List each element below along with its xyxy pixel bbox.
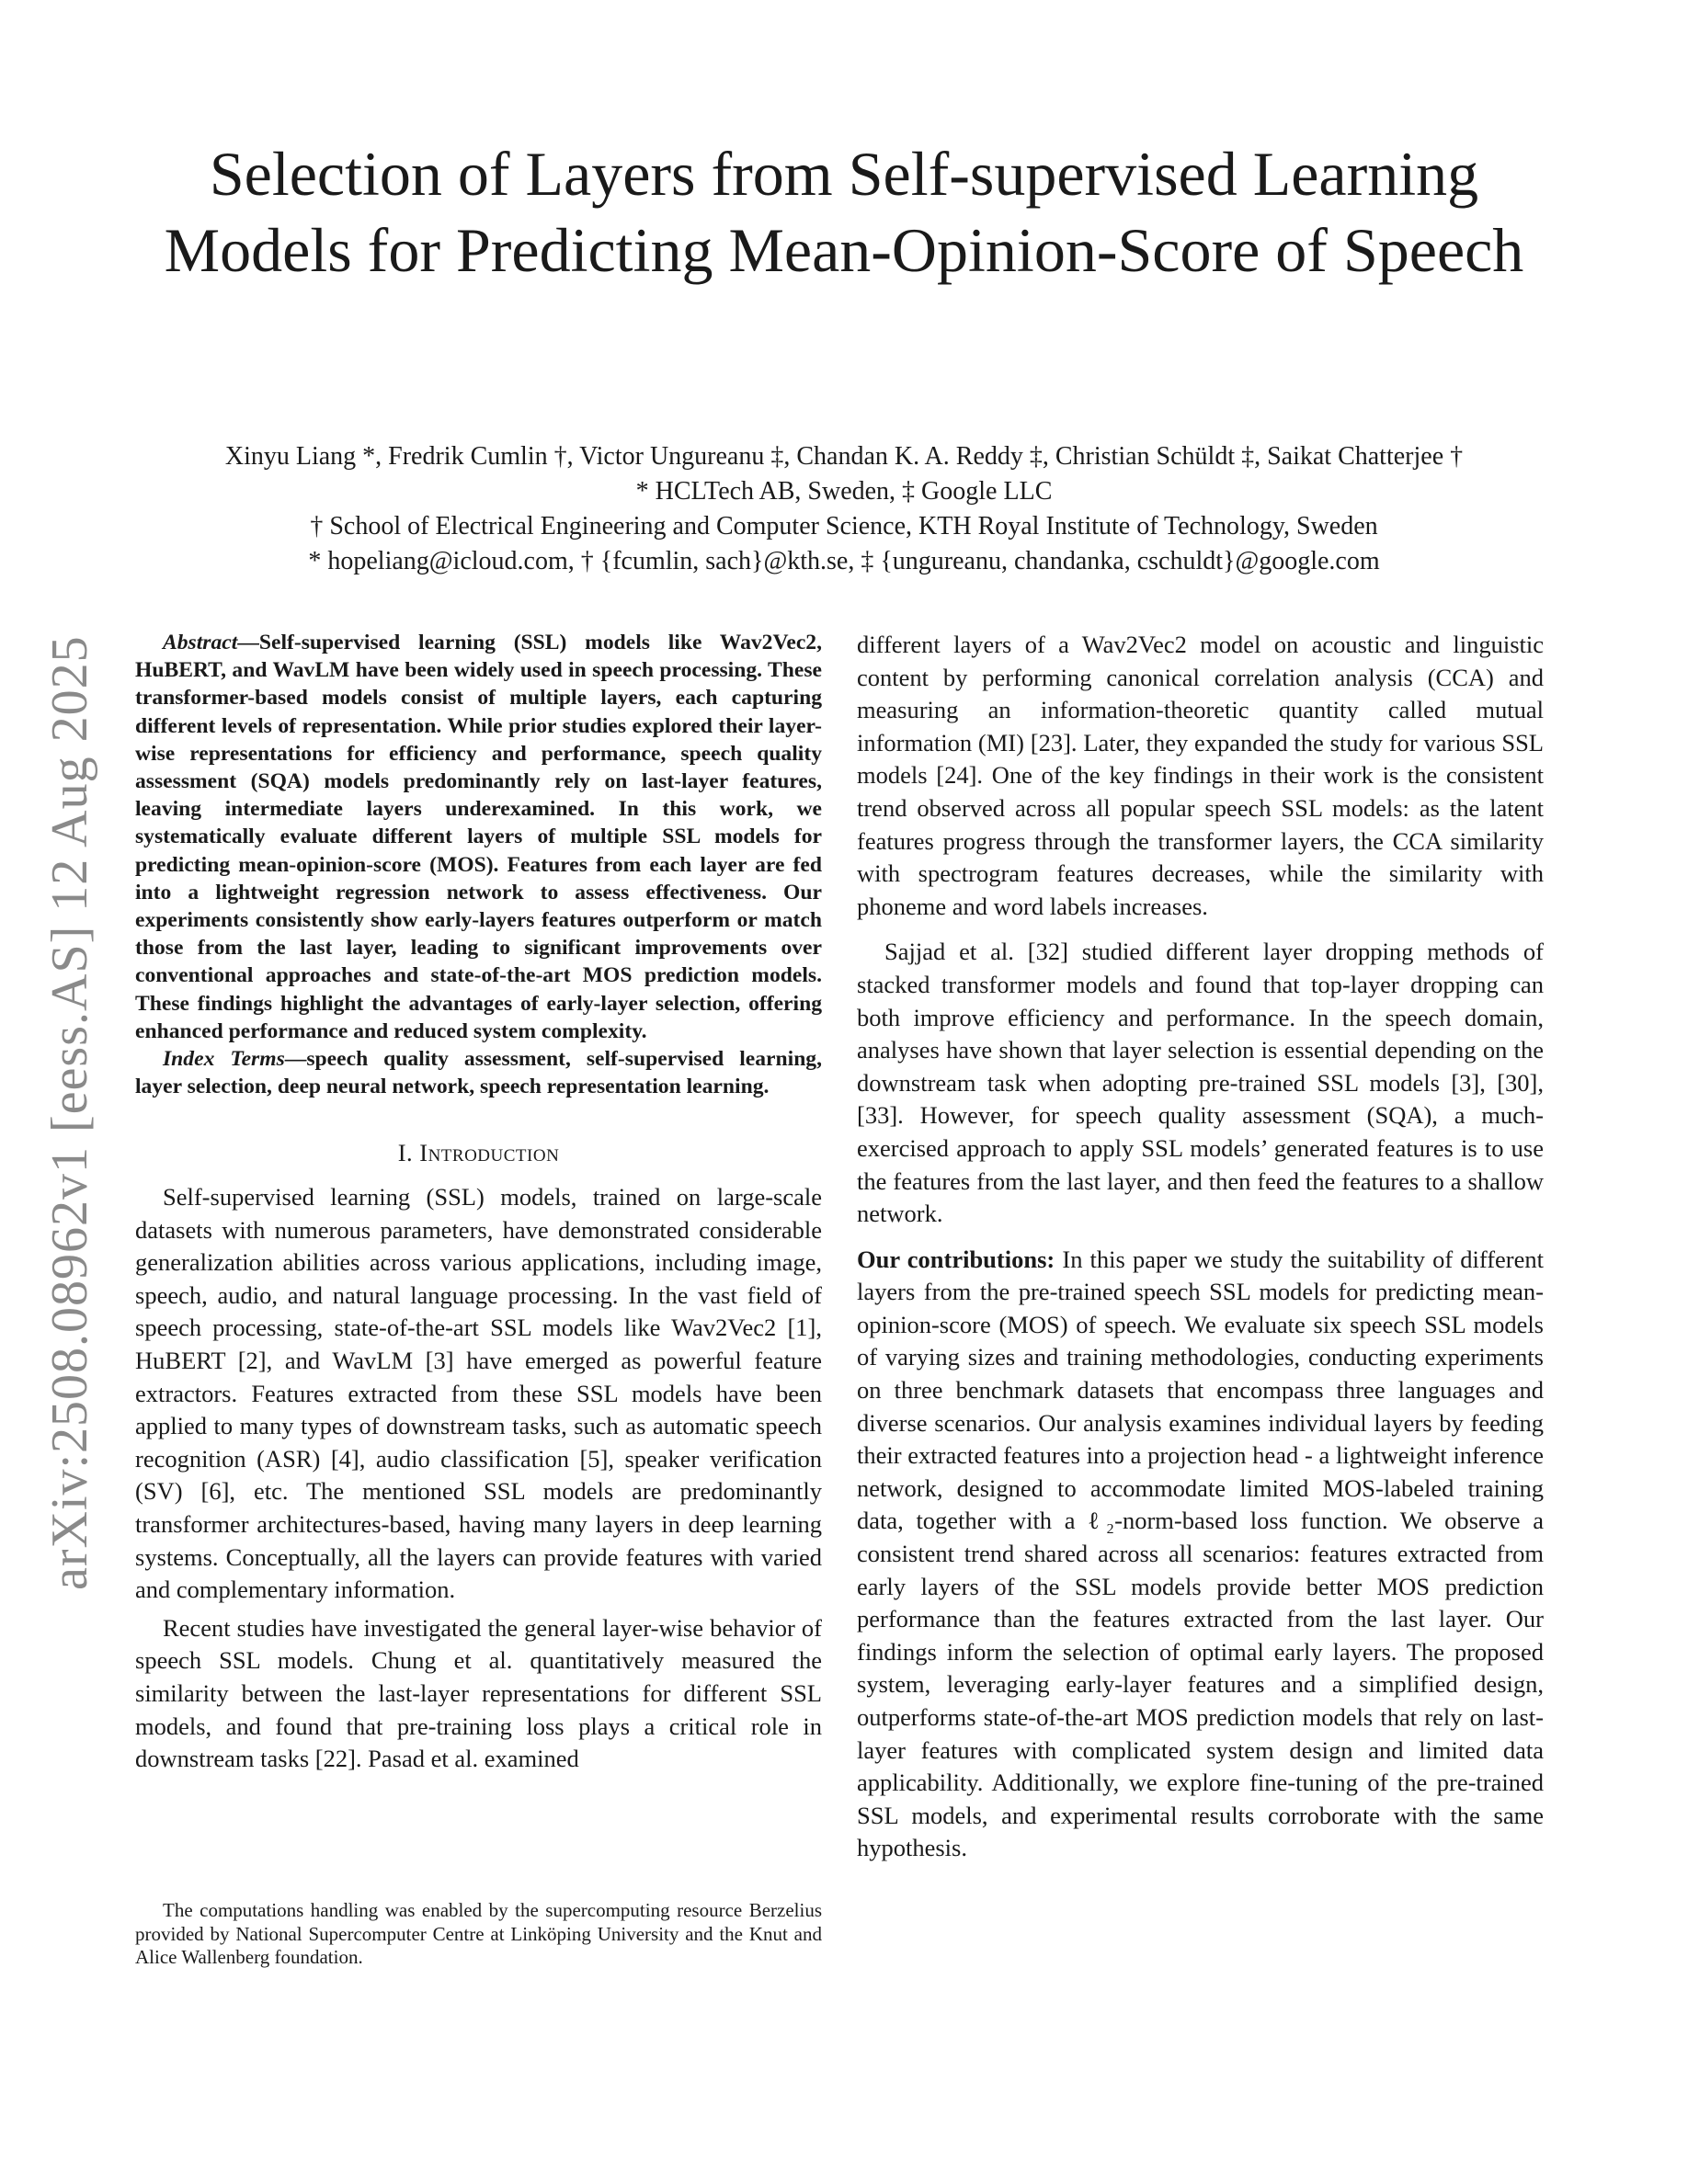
paper-title: Selection of Layers from Self-supervised Learning Models for Predicting Mean-Opinion-Score of Speech xyxy=(164,139,1524,285)
index-terms-text: —speech quality assessment, self-supervised learning, layer selection, deep neural network, speech representation learning. xyxy=(135,1047,823,1099)
author-names: Xinyu Liang *, Fredrik Cumlin †, Victor Ungureanu ‡, Chandan K. A. Reddy ‡, Christian Schüldt ‡, Saikat Chatterjee † xyxy=(224,442,1464,471)
affiliation-kth: † School of Electrical Engineering and Computer Science, KTH Royal Institute of Technology, Sweden xyxy=(310,512,1378,540)
footnote-acknowledgement: The computations handling was enabled by the supercomputing resource Berzelius provided by National Supercomputer Centre at Linköping University and the Knut and Alice Wallenberg foundation. xyxy=(135,1899,822,1968)
intro-paragraph-2: Recent studies have investigated the general layer-wise behavior of speech SSL models. Chung et al. quantitatively measured the similarity between the last-layer representations for different SSL models, and found that pre-training loss plays a critical role in downstream tasks [22]. Pasad et al. examined xyxy=(135,1613,822,1773)
left-column xyxy=(135,629,822,1776)
section-title: Introduction xyxy=(419,1139,560,1167)
abstract-label: Abstract xyxy=(163,631,238,654)
author-emails: * hopeliang@icloud.com, † {fcumlin, sach}@kth.se, ‡ {ungureanu, chandanka, cschuldt}@google.com xyxy=(308,547,1380,575)
section-number: I. xyxy=(397,1139,414,1167)
contributions-paragraph xyxy=(857,1244,1544,1865)
contributions-text: In this paper we study the suitability of different layers from the pre-trained speech SSL models for predicting mean-opinion-score (MOS) of speech. We evaluate six speech SSL models of varying sizes and training methodologies, conducting experiments on three benchmark datasets that encompass three languages and diverse scenarios. Our analysis examines individual layers by feeding their extracted features into a projection head - a lightweight inference network, designed to accommodate limited MOS-labeled training data, together with a ℓ₂-norm-based loss function. We observe a consistent trend shared across all scenarios: features extracted from early layers of the SSL models provide better MOS prediction performance than the features extracted from the last layer. Our findings inform the selection of optimal early layers. The proposed system, leveraging early-layer features and a simplified design, outperforms state-of-the-art MOS prediction models that rely on last-layer features with complicated system design and limited data applicability. Additionally, we explore fine-tuning of the pre-trained SSL models, and experimental results corroborate with the same hypothesis. xyxy=(857,1245,1545,1862)
right-paragraph-1: different layers of a Wav2Vec2 model on acoustic and linguistic content by performing canonical correlation analysis (CCA) and measuring an information-theoretic quantity called mutual information (MI) [23]. Later, they expanded the study for various SSL models [24]. One of the key findings in their work is the consistent trend observed across all popular speech SSL models: as the latent features progress through the transformer layers, the CCA similarity with spectrogram features decreases, while the similarity with phoneme and word labels increases. xyxy=(857,631,1544,920)
author-block xyxy=(120,439,1568,579)
intro-paragraph-1: Self-supervised learning (SSL) models, trained on large-scale datasets with numerous parameters, have demonstrated considerable generalization abilities across various applications, including image, speech, audio, and natural language processing. In the vast field of speech processing, state-of-the-art SSL models like Wav2Vec2 [1], HuBERT [2], and WavLM [3] have emerged as powerful feature extractors. Features extracted from these SSL models have been applied to many types of downstream tasks, such as automatic speech recognition (ASR) [4], audio classification [5], speaker verification (SV) [6], etc. The mentioned SSL models are predominantly transformer architectures-based, having many layers in deep learning systems. Conceptually, all the layers can provide features with varied and complementary information. xyxy=(135,1183,822,1604)
affiliation-hcltech-google: * HCLTech AB, Sweden, ‡ Google LLC xyxy=(635,477,1053,506)
arxiv-identifier: arXiv:2508.08962v1 [eess.AS] 12 Aug 2025 xyxy=(41,635,98,1590)
abstract xyxy=(135,629,822,1045)
abstract-text: —Self-supervised learning (SSL) models like Wav2Vec2, HuBERT, and WavLM have been widely used in speech processing. These transformer-based models consist of multiple layers, each capturing different levels of representation. While prior studies explored their layer-wise representations for efficiency and performance, speech quality assessment (SQA) models predominantly rely on last-layer features, leaving intermediate layers underexamined. In this work, we systematically evaluate different layers of multiple SSL models for predicting mean-opinion-score (MOS). Features from each layer are fed into a lightweight regression network to assess effectiveness. Our experiments consistently show early-layers features outperform or match those from the last layer, leading to significant improvements over conventional approaches and state-of-the-art MOS prediction models. These findings highlight the advantages of early-layer selection, offering enhanced performance and reduced system complexity. xyxy=(135,631,822,1043)
right-column xyxy=(857,629,1544,1865)
index-terms-label: Index Terms xyxy=(163,1047,285,1072)
right-paragraph-2: Sajjad et al. [32] studied different layer dropping methods of stacked transformer models and found that top-layer dropping can both improve efficiency and performance. In the speech domain, analyses have shown that layer selection is essential depending on the downstream task when adopting pre-trained SSL models [3], [30], [33]. However, for speech quality assessment (SQA), a much-exercised approach to apply SSL models’ generated features is to use the features from the last layer, and then feed the features to a shallow network. xyxy=(857,938,1544,1228)
contributions-label: Our contributions: xyxy=(857,1245,1055,1273)
section-heading-introduction xyxy=(135,1137,822,1170)
index-terms xyxy=(135,1045,822,1100)
